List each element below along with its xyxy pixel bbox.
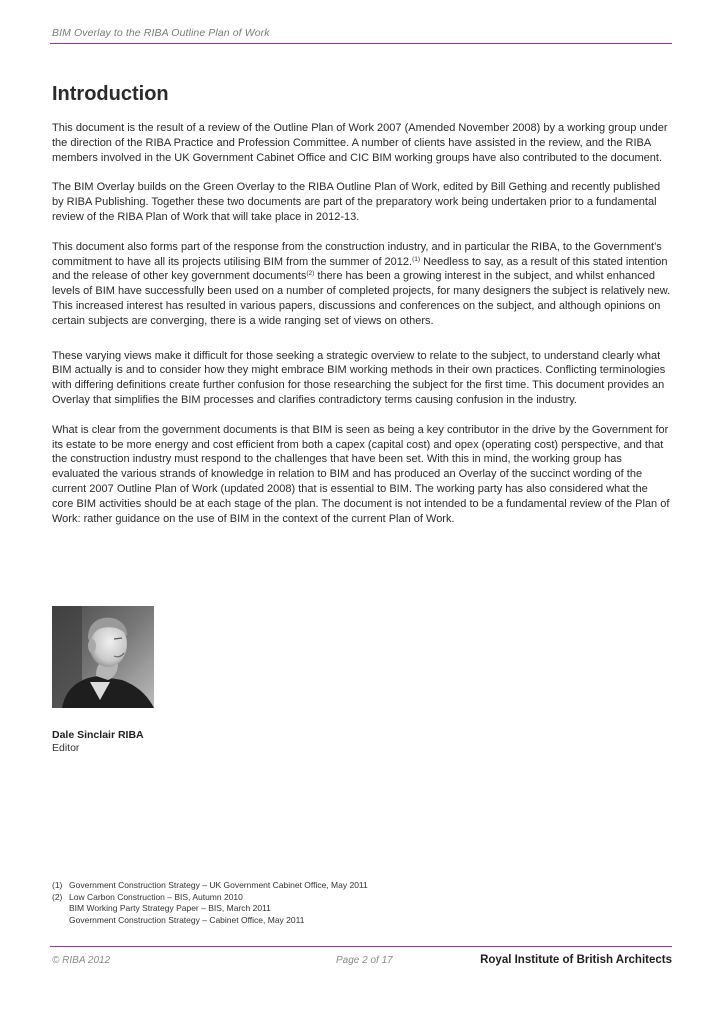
footer-copyright: © RIBA 2012 — [52, 955, 111, 966]
paragraph-3-part-b: Needless to say, as a result of this stated intention and the release of other key government documents — [52, 255, 668, 283]
paragraph-4: These varying views make it difficult for those seeking a strategic overview to relate to the subject, to understand clearly what BIM actually is and to consider how they might embrace BIM working methods in their own practices. Conflicting terminologies with differing definitions create further confusion for those researching the subject for the first time. This document provides an Overlay that simplifies the BIM processes and clarifies contradictory terms causing confusion in the industry. — [52, 349, 666, 406]
footnote-1-number: (1) — [52, 880, 63, 890]
footnote-2-line-1: Low Carbon Construction – BIS, Autumn 2010 — [69, 891, 243, 902]
footnote-2 — [52, 892, 672, 927]
footnote-ref-2: (2) — [306, 270, 315, 278]
paragraph-3 — [52, 240, 672, 329]
running-header: BIM Overlay to the RIBA Outline Plan of Work — [52, 27, 270, 39]
page-title: Introduction — [52, 83, 169, 105]
footnote-ref-1: (1) — [412, 255, 421, 263]
editor-name: Dale Sinclair RIBA — [52, 729, 144, 741]
footer-organisation: Royal Institute of British Architects — [480, 954, 672, 966]
paragraph-3-part-a: This document also forms part of the response from the construction industry, and in particular the RIBA, to the Government’s commitment to have all its projects utilising BIM from the summer of 2012. — [52, 240, 662, 268]
paragraph-2: The BIM Overlay builds on the Green Overlay to the RIBA Outline Plan of Work, edited by Bill Gething and recently published by RIBA Publishing. Together these two documents are part of the preparatory work being undertaken prior to a fundamental review of the RIBA Plan of Work that will take place in 2012-13. — [52, 181, 661, 223]
paragraph-5: What is clear from the government documents is that BIM is seen as being a key contributor in the drive by the Government for its estate to be more energy and cost efficient from both a capex (capital cost) and opex (operating cost) perspective, and that the construction industry must respond to the challenges that have been set. With this in mind, the working group has evaluated the various strands of knowledge in relation to BIM and has produced an Overlay of the succinct wording of the current 2007 Outline Plan of Work (updated 2008) that is essential to BIM. The working party has also considered what the core BIM activities should be at each stage of the plan. The document is not intended to be a fundamental review of the Plan of Work: rather guidance on the use of BIM in the context of the current Plan of Work. — [52, 423, 670, 525]
footnote-1-text: Government Construction Strategy – UK Government Cabinet Office, May 2011 — [69, 880, 368, 890]
editor-role: Editor — [52, 742, 80, 754]
paragraph-1: This document is the result of a review of the Outline Plan of Work 2007 (Amended November 2008) by a working group under the direction of the RIBA Practice and Profession Committee. A number of clients have assisted in the review, and the RIBA members involved in the UK Government Cabinet Office and CIC BIM working groups have also contributed to the document. — [52, 122, 668, 164]
footer-divider — [50, 946, 672, 947]
editor-portrait — [52, 606, 154, 708]
footnote-1 — [52, 880, 672, 892]
footnote-2-number: (2) — [52, 891, 63, 902]
footer-page-number: Page 2 of 17 — [336, 955, 393, 966]
footnote-2-line-2: BIM Working Party Strategy Paper – BIS, March 2011 — [69, 903, 271, 913]
footnotes — [52, 880, 672, 926]
body-text — [52, 121, 672, 541]
paragraph-3-part-c: there has been a growing interest in the subject, and whilst enhanced levels of BIM have successfully been used on a number of completed projects, for many designers the subject is relatively new. This increased interest has resulted in various papers, discussions and conferences on the subject, and although opinions on certain subjects are converging, there is a wide ranging set of views on others. — [52, 270, 671, 327]
footnote-2-line-3: Government Construction Strategy – Cabinet Office, May 2011 — [69, 914, 305, 925]
header-divider — [50, 43, 672, 44]
